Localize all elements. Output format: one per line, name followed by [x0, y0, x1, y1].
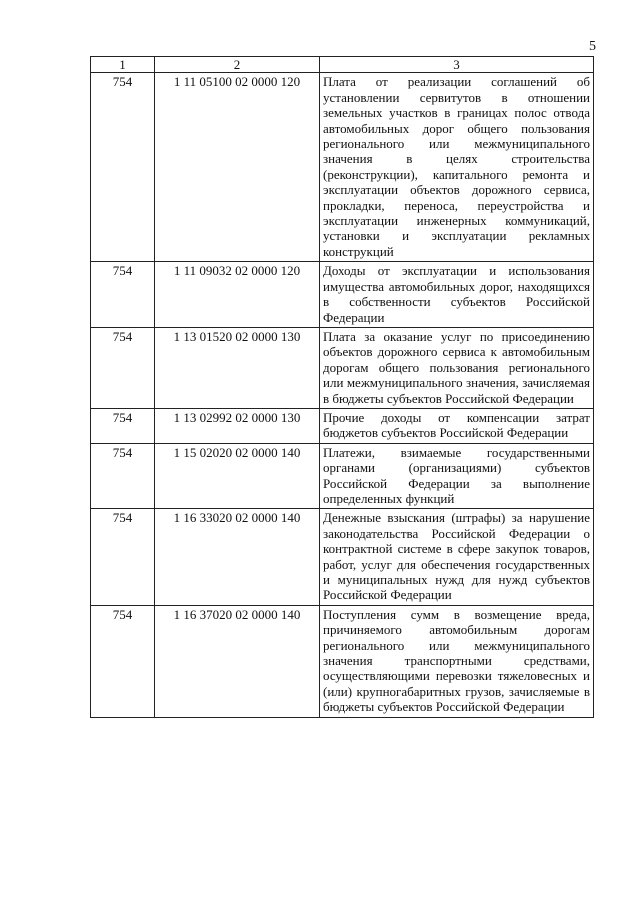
revenue-code-cell: 1 15 02020 02 0000 140: [155, 443, 320, 509]
description-cell: Прочие доходы от компенсации затрат бюджетов субъектов Российской Федерации: [320, 408, 594, 443]
admin-code-cell: 754: [91, 262, 155, 328]
revenue-code-cell: 1 11 09032 02 0000 120: [155, 262, 320, 328]
table-header-row: [91, 57, 594, 73]
page-number: 5: [589, 39, 596, 54]
column-header-3: 3: [320, 57, 594, 73]
table-row: [91, 327, 594, 408]
description-cell: Доходы от эксплуатации и использования имущества автомобильных дорог, находящихся в собственности субъектов Российской Федерации: [320, 262, 594, 328]
admin-code-cell: 754: [91, 443, 155, 509]
admin-code-cell: 754: [91, 605, 155, 717]
table-row: [91, 262, 594, 328]
table-row: [91, 408, 594, 443]
revenue-codes-table: [90, 56, 594, 718]
admin-code-cell: 754: [91, 327, 155, 408]
description-cell: Поступления сумм в возмещение вреда, причиняемого автомобильным дорогам регионального или межмуниципального значения транспортными средствами, осуществляющими перевозки тяжеловесных и (или) крупногабаритных грузов, зачисляемые в бюджеты субъектов Российской Федерации: [320, 605, 594, 717]
column-header-1: 1: [91, 57, 155, 73]
revenue-code-cell: 1 11 05100 02 0000 120: [155, 73, 320, 262]
revenue-code-cell: 1 16 37020 02 0000 140: [155, 605, 320, 717]
revenue-code-cell: 1 13 02992 02 0000 130: [155, 408, 320, 443]
revenue-code-cell: 1 13 01520 02 0000 130: [155, 327, 320, 408]
description-cell: Плата за оказание услуг по присоединению объектов дорожного сервиса к автомобильным дорогам общего пользования регионального или межмуниципального значения, зачисляемая в бюджеты субъектов Российской Федерации: [320, 327, 594, 408]
admin-code-cell: 754: [91, 408, 155, 443]
description-cell: Денежные взыскания (штрафы) за нарушение законодательства Российской Федерации о контрактной системе в сфере закупок товаров, работ, услуг для обеспечения государственных и муниципальных нужд для нужд субъектов Российской Федерации: [320, 509, 594, 605]
table-row: [91, 443, 594, 509]
admin-code-cell: 754: [91, 509, 155, 605]
table-row: [91, 605, 594, 717]
description-cell: Платежи, взимаемые государственными органами (организациями) субъектов Российской Федерации за выполнение определенных функций: [320, 443, 594, 509]
revenue-code-cell: 1 16 33020 02 0000 140: [155, 509, 320, 605]
table-row: [91, 509, 594, 605]
description-cell: Плата от реализации соглашений об установлении сервитутов в отношении земельных участков в границах полос отвода автомобильных дорог общего пользования регионального или межмуниципального значения в целях строительства (реконструкции), капитального ремонта и эксплуатации объектов дорожного сервиса, прокладки, переноса, переустройства и эксплуатации инженерных коммуникаций, установки и эксплуатации рекламных конструкций: [320, 73, 594, 262]
column-header-2: 2: [155, 57, 320, 73]
admin-code-cell: 754: [91, 73, 155, 262]
table-row: [91, 73, 594, 262]
